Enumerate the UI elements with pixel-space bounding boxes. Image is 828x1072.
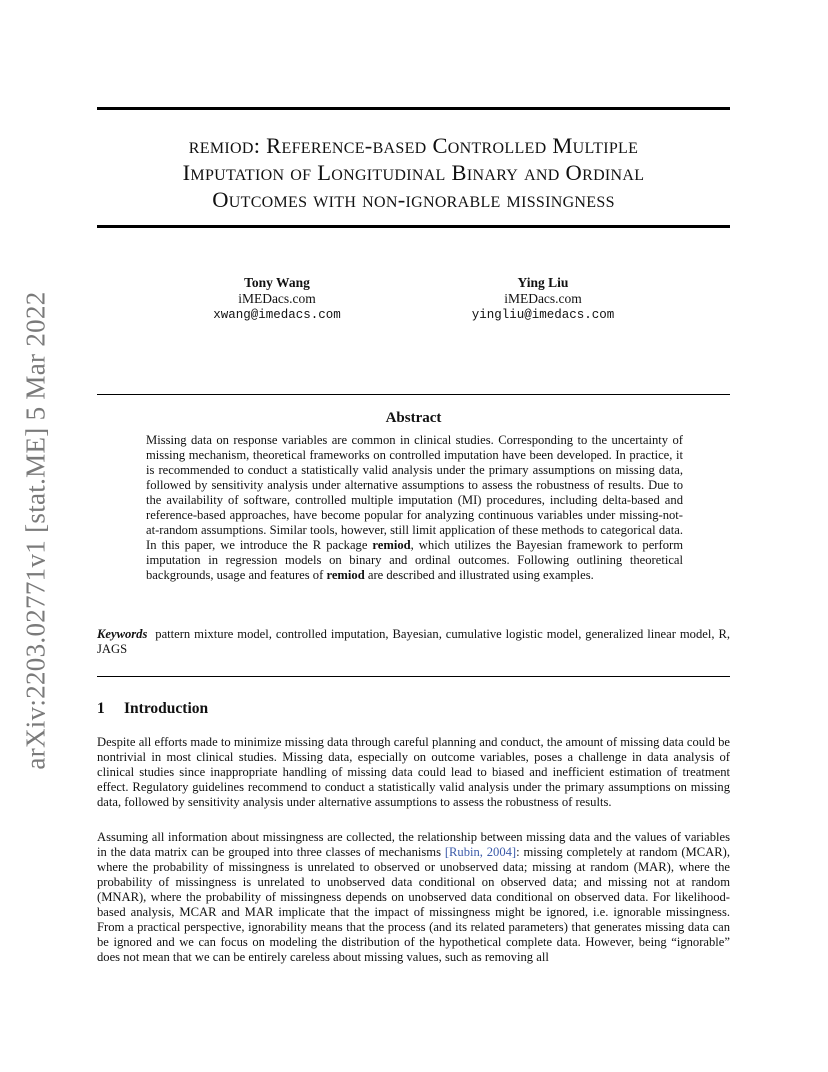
abstract-text-part: Missing data on response variables are common in clinical studies. Corresponding to the uncertainty of missing mechanism, theoretical frameworks on controlled imputation have been developed. In practice, it is recommended to conduct a statistically valid analysis under the primary assumptions on missing data, followed by sensitivity analysis under alternative assumptions to assess the robustness of results. Due to the availability of software, controlled multiple imputation (MI) procedures, including delta-based and reference-based approaches, have become popular for analyzing continuous variables under missing-not-at-random assumptions. Similar tools, however, still limit application of these methods to categorical data. In this paper, we introduce the R package (146, 433, 683, 552)
keywords-label: Keywords (97, 627, 148, 641)
abstract-rule (97, 394, 730, 395)
author-affiliation: iMEDacs.com (504, 291, 582, 306)
author-email[interactable]: yingliu@imedacs.com (471, 308, 615, 322)
section-title: Introduction (124, 700, 209, 717)
author-block-2 (443, 275, 643, 323)
package-name: remiod (326, 568, 365, 582)
author-block-1 (177, 275, 377, 323)
title-rule-top (97, 107, 730, 110)
intro-paragraph-2 (97, 830, 730, 965)
abstract-text-part: are described and illustrated using examples. (364, 568, 594, 582)
paragraph-text-part: : missing completely at random (MCAR), where the probability of missingness is unrelated to observed or unobserved data; missing at random (MAR), where the probability of missingness is unrelated to unobserved data conditional on observed data; and missing not at random (MNAR), where the probability of missingness depends on unobserved data conditional on observed data. For likelihood-based analysis, MCAR and MAR implicate that the impact of missingness might be ignored, i.e. ignorable missingness. From a practical perspective, ignorability means that the process (and its related parameters) that generates missing data can be ignored and we can focus on modeling the distribution of the hypothetical complete data. However, being “ignorable” does not mean that we can be entirely careless about missing values, such as removing all (97, 845, 730, 964)
keywords-text: pattern mixture model, controlled imputation, Bayesian, cumulative logistic model, generalized linear model, R, JAGS (97, 627, 730, 656)
author-name: Ying Liu (517, 275, 569, 290)
citation-link[interactable]: [Rubin, 2004] (444, 845, 517, 859)
section-number: 1 (97, 700, 105, 717)
section-heading (97, 700, 208, 718)
author-email[interactable]: xwang@imedacs.com (213, 308, 341, 322)
paragraph-text-part: Assuming all information about missingness are collected, the relationship between missing data and the values of variables in the data matrix can be grouped into three classes of mechanisms (97, 830, 730, 859)
title-line-3: Outcomes with non-ignorable missingness (212, 187, 615, 212)
author-affiliation: iMEDacs.com (238, 291, 316, 306)
abstract-text (146, 433, 683, 583)
paper-title (97, 132, 730, 213)
keywords-rule (97, 676, 730, 677)
abstract-heading: Abstract (385, 410, 442, 426)
arxiv-stamp (14, 280, 58, 780)
abstract-text-part: , which utilizes the Bayesian framework to perform imputation in regression models on binary and ordinal outcomes. Following outlining theoretical backgrounds, usage and features of (146, 538, 683, 582)
title-rule-bottom (97, 225, 730, 228)
package-name: remiod (372, 538, 411, 552)
keywords (97, 627, 730, 657)
intro-paragraph-1: Despite all efforts made to minimize missing data through careful planning and conduct, the amount of missing data could be nontrivial in most clinical studies. Missing data, especially on outcome variables, poses a challenge in data analysis of clinical studies since inappropriate handling of missing data could lead to biased and inefficient estimation of treatment effect. Regulatory guidelines recommend to conduct a statistically valid analysis under the primary assumptions on missing data, followed by sensitivity analysis under alternative assumptions to assess the robustness of results. (97, 735, 730, 809)
title-line-2: Imputation of Longitudinal Binary and Ordinal (182, 160, 645, 185)
title-line-1: remiod: Reference-based Controlled Multiple (188, 133, 639, 158)
author-name: Tony Wang (244, 275, 310, 290)
arxiv-stamp-text: arXiv:2203.02771v1 [stat.ME] 5 Mar 2022 (20, 290, 51, 770)
